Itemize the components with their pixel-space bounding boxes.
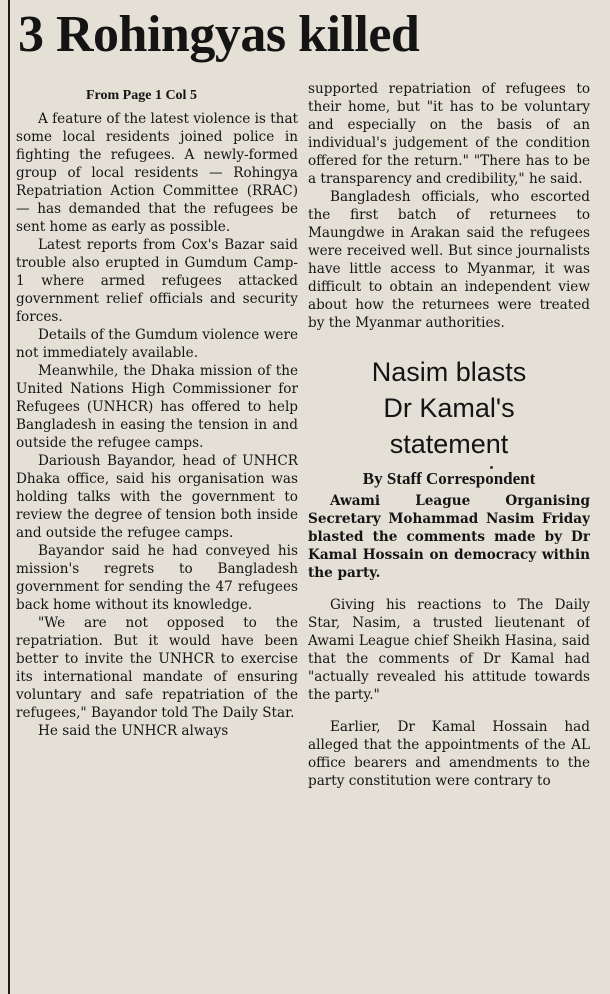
article-paragraph: Latest reports from Cox's Bazar said trouble also erupted in Gumdum Camp-1 where armed refugees attacked government relief officials and security forces.	[16, 237, 298, 325]
article-paragraph: supported repatriation of refugees to their home, but "it has to be voluntary and especially on the basis of an individual's judgement of the condition offered for the return." "There has to be a transparency and credibility," he said.	[308, 81, 590, 187]
article-paragraph: "We are not opposed to the repatriation. But it would have been better to invite the UNHCR to exercise its international mandate of ensuring voluntary and safe repatriation of the refugees," Bayandor told The Daily Star.	[16, 615, 298, 721]
byline: By Staff Correspondent	[362, 469, 536, 488]
story-title-line: Nasim blasts	[371, 357, 527, 387]
article-paragraph: He said the UNHCR always	[38, 723, 229, 739]
article-paragraph: Bayandor said he had conveyed his mission's regrets to Bangladesh government for sending the 47 refugees back home without its knowledge.	[16, 543, 298, 613]
dateline: From Page 1 Col 5	[86, 88, 197, 103]
story-title	[308, 354, 590, 462]
article-paragraph: Darioush Bayandor, head of UNHCR Dhaka office, said his organisation was holding talks with the government to review the degree of tension both inside and outside the refugee camps.	[16, 453, 298, 541]
article-paragraph: Giving his reactions to The Daily Star, Nasim, a trusted lieutenant of Awami League chief Sheikh Hasina, said that the comments of Dr Kamal had "actually revealed his attitude towards the party."	[308, 597, 590, 703]
second-story	[308, 354, 590, 790]
left-column	[16, 80, 298, 990]
article-paragraph: Meanwhile, the Dhaka mission of the United Nations High Commissioner for Refugees (UNHCR) has offered to help Bangladesh in easing the tension in and outside the refugee camps.	[16, 363, 298, 451]
right-column	[308, 80, 590, 990]
article-paragraph: Details of the Gumdum violence were not immediately available.	[16, 327, 298, 361]
headline: 3 Rohingyas killed	[18, 6, 420, 63]
print-speck	[490, 466, 493, 469]
story-title-line: statement	[389, 429, 509, 459]
article-paragraph: Bangladesh officials, who escorted the first batch of returnees to Maungdwe in Arakan said the refugees were received well. But since journalists have little access to Myanmar, it was difficult to obtain an independent view about how the returnees were treated by the Myanmar authorities.	[308, 189, 590, 331]
column-rule	[8, 0, 10, 994]
article-paragraph: Earlier, Dr Kamal Hossain had alleged that the appointments of the AL office bearers and amendments to the party constitution were contrary to	[308, 719, 590, 789]
story-title-line: Dr Kamal's	[383, 393, 515, 423]
story-lead: Awami League Organising Secretary Mohammad Nasim Friday blasted the comments made by Dr Kamal Hossain on democracy within the party.	[308, 493, 590, 581]
article-paragraph: A feature of the latest violence is that some local residents joined police in fighting the refugees. A newly-formed group of local residents — Rohingya Repatriation Action Committee (RRAC) — has demanded that the refugees be sent home as early as possible.	[16, 111, 298, 235]
